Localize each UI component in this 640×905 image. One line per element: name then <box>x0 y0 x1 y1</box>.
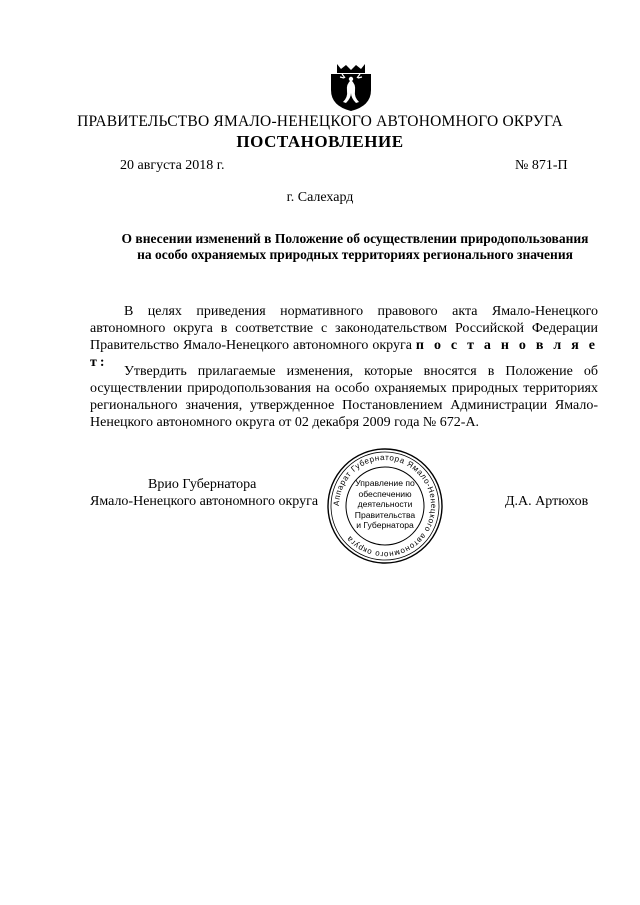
paragraph-resolution: Утвердить прилагаемые изменения, которые вносятся в Положение об осуществлении природопользования на особо охраняемых природных территориях регионального значения, утвержденное Постановлением Администрации Ямало-Ненецкого автономного округа от 02 декабря 2009 года № 672-А. <box>90 364 598 430</box>
signer-position-line1: Врио Губернатора <box>148 477 257 492</box>
document-city: г. Салехард <box>286 190 354 205</box>
document-type: ПОСТАНОВЛЕНИЕ <box>236 132 404 151</box>
preamble-text: В целях приведения нормативного правового акта Ямало-Ненецкого автономного округа в соответствие с законодательством Российской Федерации Правительство Ямало-Ненецкого автономного округа <box>90 304 598 353</box>
stamp-line: Правительства <box>354 509 416 520</box>
signer-position-line2: Ямало-Ненецкого автономного округа <box>90 494 319 509</box>
coat-of-arms-icon <box>328 60 374 112</box>
signer-name: Д.А. Артюхов <box>505 494 589 509</box>
stamp-inner-text <box>346 478 424 531</box>
document-date: 20 августа 2018 г. <box>120 158 225 173</box>
paragraph-preamble <box>90 303 598 371</box>
document-number: № 871-П <box>515 158 568 173</box>
document-title: О внесении изменений в Положение об осуществлении природопользования на особо охраняемых природных территориях регионального значения <box>121 231 589 262</box>
stamp-line: обеспечению <box>358 488 412 499</box>
stamp-ring-text: Аппарат Губернатора Ямало-Ненецкого автономного округа <box>331 452 439 560</box>
stamp-line: деятельности <box>357 499 413 509</box>
decree-action: п о с т а н о в л я е т: <box>90 338 598 370</box>
stamp-line: Управление по <box>355 478 415 488</box>
government-name: ПРАВИТЕЛЬСТВО ЯМАЛО-НЕНЕЦКОГО АВТОНОМНОГО ОКРУГА <box>77 113 563 130</box>
stamp-line: и Губернатора <box>356 520 414 530</box>
